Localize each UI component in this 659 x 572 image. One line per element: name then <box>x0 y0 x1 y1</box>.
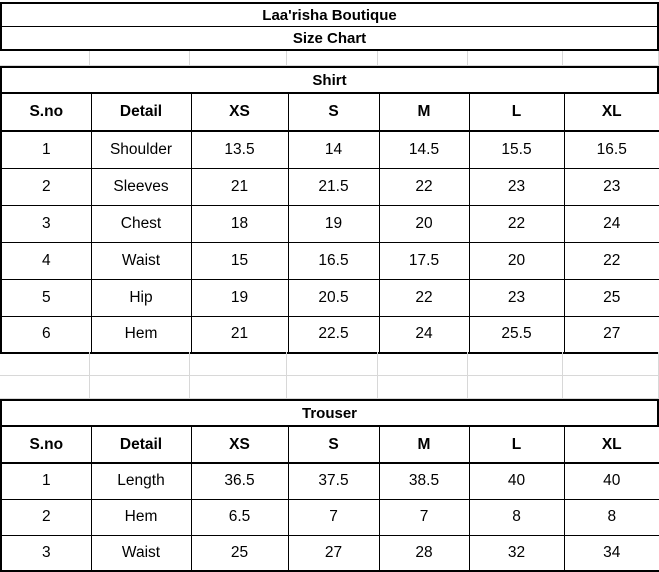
table-cell: 22 <box>379 279 469 316</box>
table-cell: 5 <box>1 279 91 316</box>
table-cell: 20 <box>379 205 469 242</box>
table-cell: 21 <box>191 168 288 205</box>
table-cell: Hip <box>91 279 191 316</box>
column-header: L <box>469 426 564 463</box>
column-header: XL <box>564 426 659 463</box>
table-cell: 22 <box>379 168 469 205</box>
column-header: S.no <box>1 93 91 131</box>
table-cell: Length <box>91 463 191 499</box>
table-cell: 16.5 <box>288 242 379 279</box>
shirt-section-heading <box>0 66 659 93</box>
column-header: XL <box>564 93 659 131</box>
column-header: M <box>379 93 469 131</box>
table-row <box>1 205 659 242</box>
table-row <box>1 168 659 205</box>
table-cell: 40 <box>564 463 659 499</box>
table-cell: 27 <box>564 316 659 353</box>
table-cell: 25 <box>564 279 659 316</box>
trouser-section-heading <box>0 399 659 426</box>
trouser-header-row <box>1 426 659 463</box>
table-cell: 8 <box>469 499 564 535</box>
table-cell: Sleeves <box>91 168 191 205</box>
table-cell: 24 <box>564 205 659 242</box>
boutique-title: Laa'risha Boutique <box>262 6 397 24</box>
column-header: S <box>288 426 379 463</box>
table-cell: Chest <box>91 205 191 242</box>
table-cell: 6.5 <box>191 499 288 535</box>
column-header: Detail <box>91 426 191 463</box>
table-cell: 14.5 <box>379 131 469 168</box>
table-cell: 7 <box>288 499 379 535</box>
table-cell: Hem <box>91 316 191 353</box>
table-cell: 25.5 <box>469 316 564 353</box>
table-cell: 15 <box>191 242 288 279</box>
table-cell: 15.5 <box>469 131 564 168</box>
table-cell: 24 <box>379 316 469 353</box>
table-cell: 2 <box>1 499 91 535</box>
column-header: L <box>469 93 564 131</box>
column-header: XS <box>191 426 288 463</box>
column-header: Detail <box>91 93 191 131</box>
table-cell: 37.5 <box>288 463 379 499</box>
column-header: S.no <box>1 426 91 463</box>
table-row <box>1 463 659 499</box>
table-row <box>1 279 659 316</box>
table-cell: 28 <box>379 535 469 571</box>
size-chart-title-row <box>0 27 659 51</box>
table-cell: 1 <box>1 131 91 168</box>
table-cell: 38.5 <box>379 463 469 499</box>
spacer-row <box>0 376 659 399</box>
table-cell: 20.5 <box>288 279 379 316</box>
table-cell: 16.5 <box>564 131 659 168</box>
table-cell: 21.5 <box>288 168 379 205</box>
trouser-size-table <box>0 425 659 572</box>
table-cell: 19 <box>288 205 379 242</box>
table-cell: 14 <box>288 131 379 168</box>
table-row <box>1 242 659 279</box>
table-cell: 22 <box>564 242 659 279</box>
table-row <box>1 131 659 168</box>
table-row <box>1 316 659 353</box>
table-cell: 6 <box>1 316 91 353</box>
table-row <box>1 499 659 535</box>
table-cell: 21 <box>191 316 288 353</box>
shirt-heading: Shirt <box>312 71 347 89</box>
table-cell: Waist <box>91 242 191 279</box>
table-cell: 34 <box>564 535 659 571</box>
size-chart-title: Size Chart <box>292 29 367 47</box>
table-cell: 18 <box>191 205 288 242</box>
table-cell: 25 <box>191 535 288 571</box>
table-cell: 23 <box>564 168 659 205</box>
table-cell: 32 <box>469 535 564 571</box>
table-cell: 36.5 <box>191 463 288 499</box>
table-cell: 4 <box>1 242 91 279</box>
column-header: S <box>288 93 379 131</box>
table-cell: 8 <box>564 499 659 535</box>
table-cell: 23 <box>469 279 564 316</box>
column-header: M <box>379 426 469 463</box>
table-cell: 22.5 <box>288 316 379 353</box>
table-cell: 27 <box>288 535 379 571</box>
trouser-heading: Trouser <box>301 404 358 422</box>
spacer-row <box>0 352 659 376</box>
shirt-header-row <box>1 93 659 131</box>
table-row <box>1 535 659 571</box>
table-cell: 13.5 <box>191 131 288 168</box>
table-cell: 17.5 <box>379 242 469 279</box>
table-cell: 2 <box>1 168 91 205</box>
table-cell: 19 <box>191 279 288 316</box>
spacer-row <box>0 51 659 66</box>
boutique-title-row <box>0 2 659 27</box>
shirt-size-table <box>0 92 659 354</box>
table-cell: 40 <box>469 463 564 499</box>
table-cell: 22 <box>469 205 564 242</box>
table-cell: 7 <box>379 499 469 535</box>
table-cell: 1 <box>1 463 91 499</box>
table-cell: 23 <box>469 168 564 205</box>
table-cell: Shoulder <box>91 131 191 168</box>
table-cell: 3 <box>1 535 91 571</box>
table-cell: 3 <box>1 205 91 242</box>
table-cell: 20 <box>469 242 564 279</box>
table-cell: Waist <box>91 535 191 571</box>
column-header: XS <box>191 93 288 131</box>
table-cell: Hem <box>91 499 191 535</box>
